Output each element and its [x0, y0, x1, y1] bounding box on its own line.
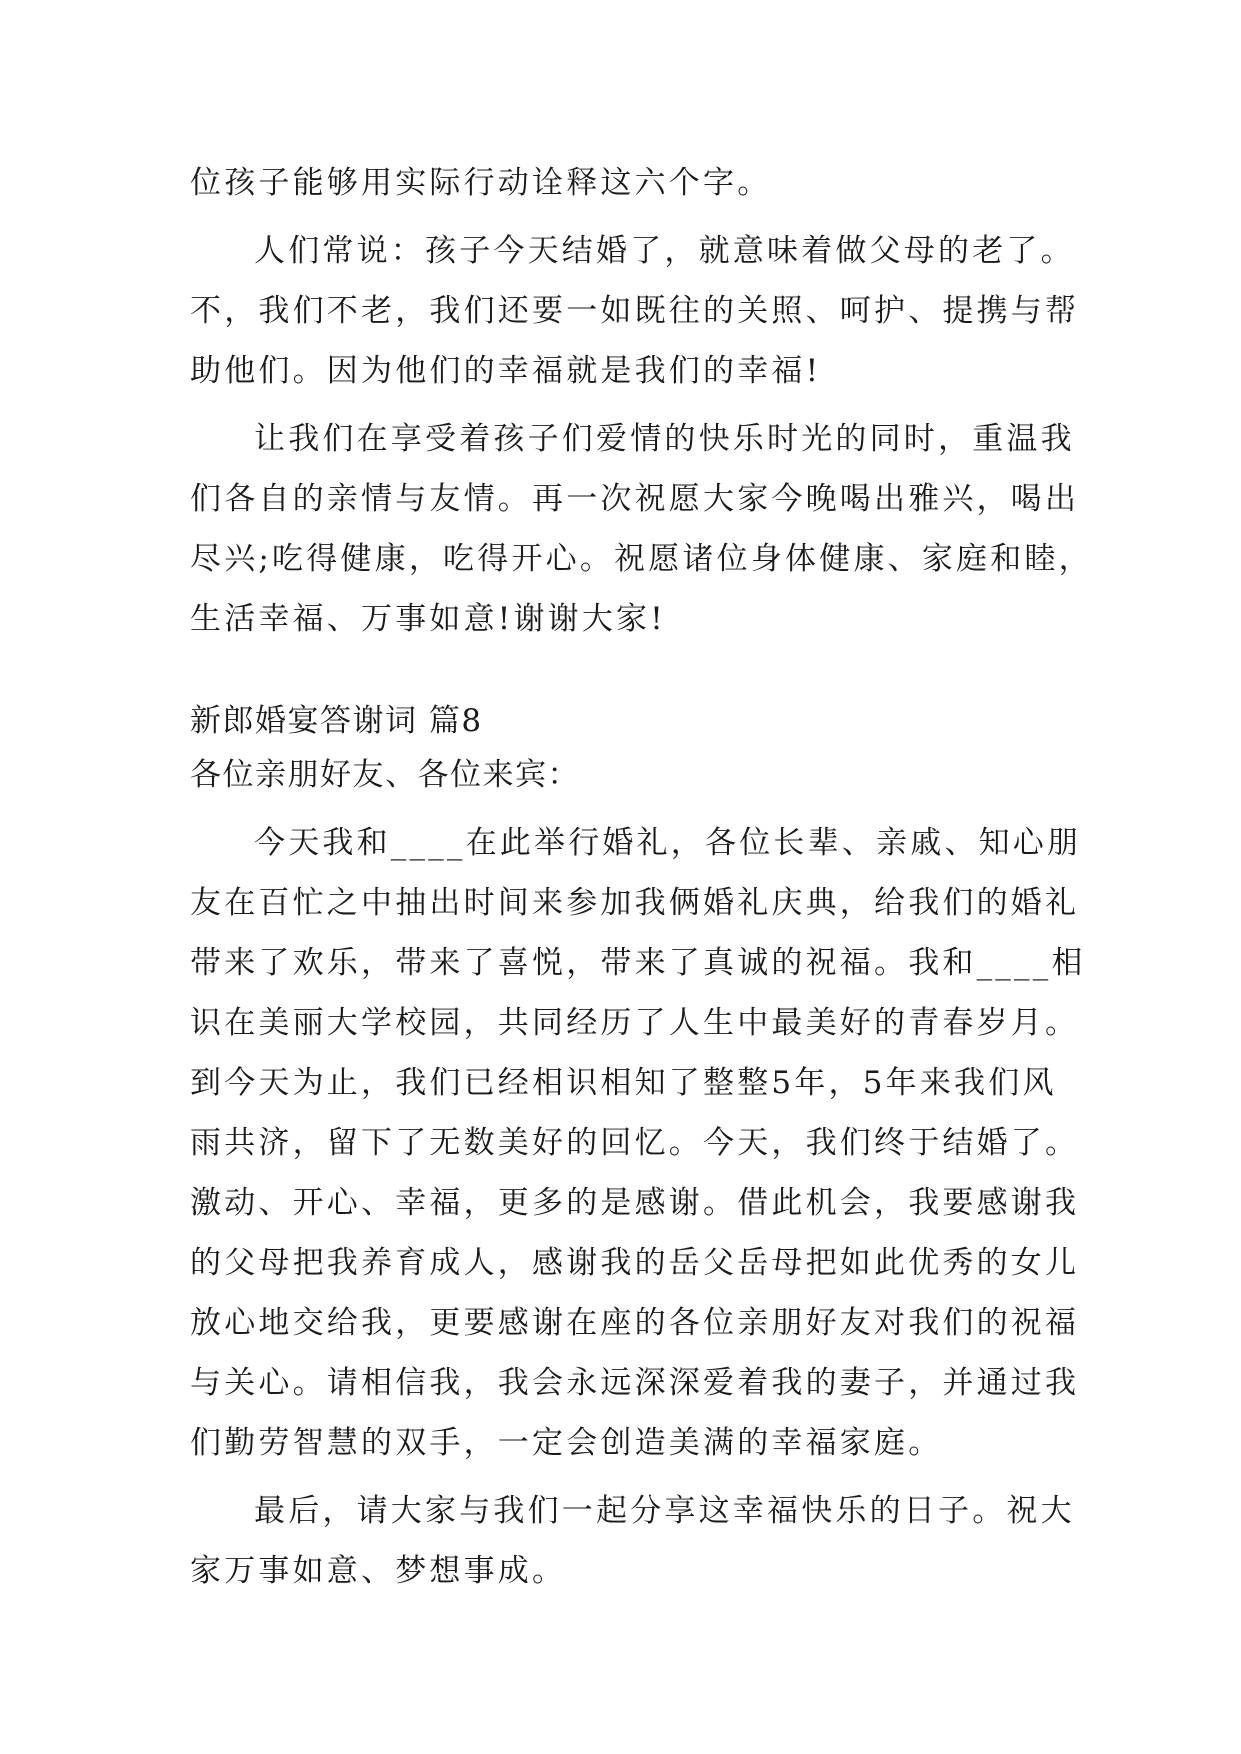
paragraph-line: 与关心。请相信我，我会永远深深爱着我的妻子，并通过我 [190, 1365, 1080, 1401]
paragraph-line: 的父母把我养育成人，感谢我的岳父岳母把如此优秀的女儿 [190, 1245, 1080, 1281]
paragraph-line: 放心地交给我，更要感谢在座的各位亲朋好友对我们的祝福 [190, 1305, 1080, 1341]
section-title: 新郎婚宴答谢词 篇8 [190, 703, 483, 739]
paragraph-line: 不，我们不老，我们还要一如既往的关照、呵护、提携与帮 [190, 293, 1080, 329]
paragraph-line: 今天我和____在此举行婚礼，各位长辈、亲戚、知心朋 [254, 825, 1082, 861]
paragraph-line: 到今天为止，我们已经相识相知了整整5年，5年来我们风 [190, 1065, 1057, 1101]
paragraph-line: 带来了欢乐，带来了喜悦，带来了真诚的祝福。我和____相 [190, 945, 1086, 981]
paragraph-line: 们各自的亲情与友情。再一次祝愿大家今晚喝出雅兴，喝出 [190, 481, 1080, 517]
paragraph-line: 最后，请大家与我们一起分享这幸福快乐的日子。祝大 [254, 1493, 1075, 1529]
paragraph-line: 生活幸福、万事如意!谢谢大家! [190, 601, 666, 637]
paragraph-line: 友在百忙之中抽出时间来参加我俩婚礼庆典，给我们的婚礼 [190, 885, 1080, 921]
paragraph-line: 助他们。因为他们的幸福就是我们的幸福! [190, 353, 822, 389]
paragraph-line: 位孩子能够用实际行动诠释这六个字。 [190, 165, 772, 201]
paragraph-line: 让我们在享受着孩子们爱情的快乐时光的同时，重温我 [254, 421, 1075, 457]
paragraph-line: 们勤劳智慧的双手，一定会创造美满的幸福家庭。 [190, 1425, 943, 1461]
paragraph-line: 雨共济，留下了无数美好的回忆。今天，我们终于结婚了。 [190, 1125, 1080, 1161]
paragraph-line: 激动、开心、幸福，更多的是感谢。借此机会，我要感谢我 [190, 1185, 1080, 1221]
paragraph-line: 家万事如意、梦想事成。 [190, 1553, 567, 1589]
paragraph-line: 尽兴;吃得健康，吃得开心。祝愿诸位身体健康、家庭和睦， [190, 541, 1093, 577]
paragraph-line: 识在美丽大学校园，共同经历了人生中最美好的青春岁月。 [190, 1005, 1080, 1041]
greeting-line: 各位亲朋好友、各位来宾： [190, 757, 580, 793]
paragraph-line: 人们常说：孩子今天结婚了，就意味着做父母的老了。 [254, 233, 1075, 269]
